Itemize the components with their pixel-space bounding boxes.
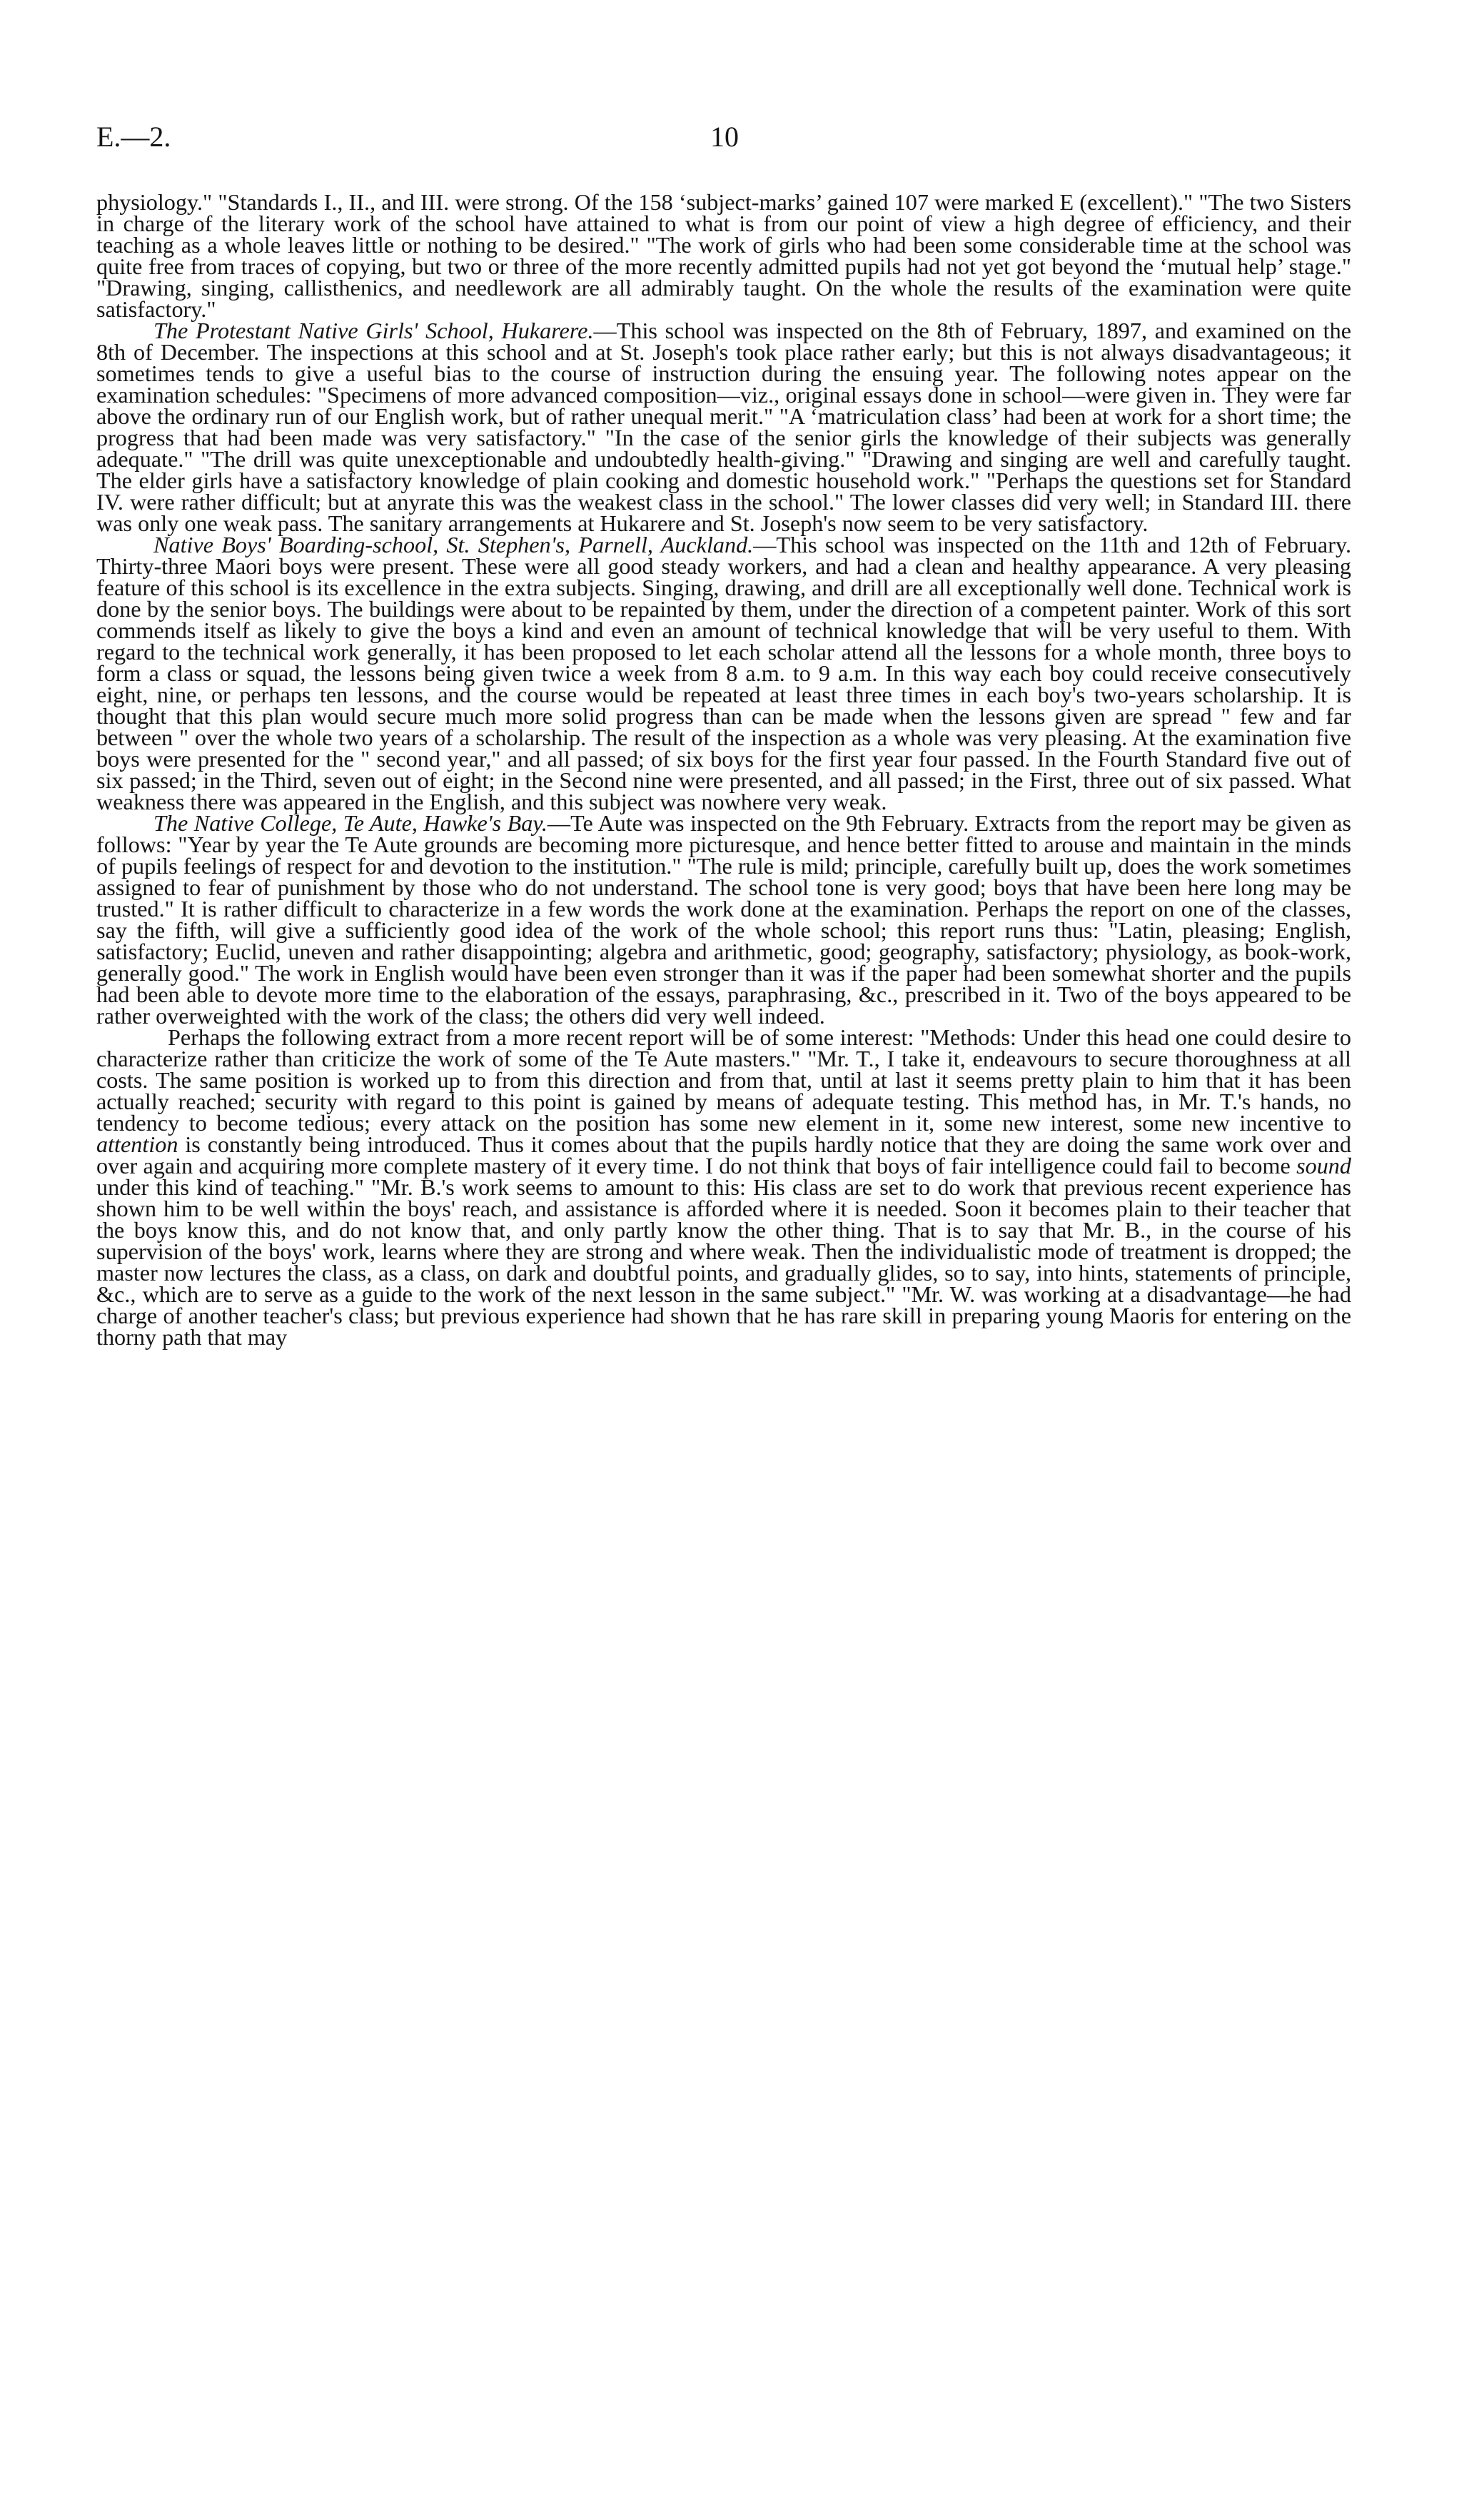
report-body: [96, 191, 1351, 1348]
paragraph-hukarere: [96, 320, 1351, 534]
paragraph-st-stephens: [96, 534, 1351, 812]
section-heading-hukarere: The Protestant Native Girls' School, Hukarere.: [153, 318, 594, 343]
emphasis-attention: attention: [96, 1131, 178, 1157]
paragraph-text: under this kind of teaching." "Mr. B.'s work seems to amount to this: His class are set to do work that previous recent experience has shown him to be well within the boys' reach, and assistance is afforded where it is needed. Soon it becomes plain to their teacher that the boys know this, and do not know that, and only partly know the other thing. That is to say that Mr. B., in the course of his supervision of the boys' work, learns where they are strong and where weak. Then the individualistic mode of treatment is dropped; the master now lectures the class, as a class, on dark and doubtful points, and gradually glides, so to say, into hints, statements of principle, &c., which are to serve as a guide to the work of the next lesson in the same subject." "Mr. W. was working at a disadvantage—he had charge of another teacher's class; but previous experience had shown that he has rare skill in preparing young Maoris for entering on the thorny path that may: [96, 1174, 1351, 1350]
section-heading-te-aute: The Native College, Te Aute, Hawke's Bay.: [153, 810, 547, 836]
paragraph-text: physiology." "Standards I., II., and III. were strong. Of the 158 ‘subject-marks’ gained 107 were marked E (excellent)." "The two Sisters in charge of the literary work of the school have attained to what is from our point of view a high degree of efficiency, and their teaching as a whole leaves little or nothing to be desired." "The work of girls who had been some considerable time at the school was quite free from traces of copying, but two or three of the more recently admitted pupils had not yet got beyond the ‘mutual help’ stage." "Drawing, singing, callisthenics, and needlework are all admirably taught. On the whole the results of the examination were quite satisfactory.": [96, 189, 1351, 322]
paragraph-text: Perhaps the following extract from a more recent report will be of some interest: "Methods: Under this head one could desire to characterize rather than criticize the work of some of the Te Aute masters." "Mr. T., I take it, endeavours to secure thoroughness at all costs. The same position is worked up to from this direction and from that, until at last it seems pretty plain to him that it has been actually reached; security with regard to this point is gained by means of adequate testing. This method has, in Mr. T.'s hands, no tendency to become tedious; every attack on the position has some new element in it, some new interest, some new incentive to: [96, 1024, 1351, 1136]
emphasis-sound: sound: [1296, 1153, 1351, 1178]
paragraph-text: —This school was inspected on the 8th of February, 1897, and examined on the 8th of December. The inspections at this school and at St. Joseph's took place rather early; but this is not always disadvantageous; it sometimes tends to give a useful bias to the course of instruction during the ensuing year. The following notes appear on the examination schedules: "Specimens of more advanced composition—viz., original essays done in school—were given in. They were far above the ordinary run of our English work, but of rather unequal merit." "A ‘matriculation class’ had been at work for a short time; the progress that had been made was very satisfactory." "In the case of the senior girls the knowledge of their subjects was generally adequate." "The drill was quite unexceptionable and undoubtedly health-giving." "Drawing and singing are well and carefully taught. The elder girls have a satisfactory knowledge of plain cooking and domestic household work." "Perhaps the questions set for Standard IV. were rather difficult; but at anyrate this was the weakest class in the school." The lower classes did very well; in Standard III. there was only one weak pass. The sanitary arrangements at Hukarere and St. Joseph's now seem to be very satisfactory.: [96, 318, 1351, 536]
paragraph-text: —This school was inspected on the 11th and 12th of February. Thirty-three Maori boys were present. These were all good steady workers, and had a clean and healthy appearance. A very pleasing feature of this school is its excellence in the extra subjects. Singing, drawing, and drill are all exceptionally well done. Technical work is done by the senior boys. The buildings were about to be repainted by them, under the direction of a competent painter. Work of this sort commends itself as likely to give the boys a kind and even an amount of technical knowledge that will be very useful to them. With regard to the technical work generally, it has been proposed to let each scholar attend all the lessons for a whole month, three boys to form a class or squad, the lessons being given twice a week from 8 a.m. to 9 a.m. In this way each boy could receive consecutively eight, nine, or perhaps ten lessons, and the course would be repeated at least three times in each boy's two-years scholarship. It is thought that this plan would secure much more solid progress than can be made when the lessons given are spread " few and far between " over the whole two years of a scholarship. The result of the inspection as a whole was very pleasing. At the examination five boys were presented for the " second year," and all passed; of six boys for the first year four passed. In the Fourth Standard five out of six passed; in the Third, seven out of eight; in the Second nine were presented, and all passed; in the First, three out of six passed. What weakness there was appeared in the English, and this subject was nowhere very weak.: [96, 532, 1351, 814]
paragraph-text: is constantly being introduced. Thus it comes about that the pupils hardly notice that they are doing the same work over and over again and acquiring more complete mastery of it every time. I do not think that boys of fair intelligence could fail to become: [96, 1131, 1351, 1178]
report-code: E.—2.: [96, 121, 171, 153]
paragraph-text: —Te Aute was inspected on the 9th February. Extracts from the report may be given as follows: "Year by year the Te Aute grounds are becoming more picturesque, and hence better fitted to arouse and maintain in the minds of pupils feelings of respect for and devotion to the institution." "The rule is mild; principle, carefully built up, does the work sometimes assigned to fear of punishment by those who do not understand. The school tone is very good; boys that have been here long may be trusted." It is rather difficult to characterize in a few words the work done at the examination. Perhaps the report on one of the classes, say the fifth, will give a sufficiently good idea of the work of the whole school; this report runs thus: "Latin, pleasing; English, satisfactory; Euclid, uneven and rather disappointing; algebra and arithmetic, good; geography, satisfactory; physiology, as book-work, generally good." The work in English would have been even stronger than it was if the paper had been somewhat shorter and the pupils had been able to devote more time to the elaboration of the essays, paraphrasing, &c., prescribed in it. Two of the boys appeared to be rather overweighted with the work of the class; the others did very well indeed.: [96, 810, 1351, 1029]
paragraph-recent-report: [96, 1026, 1351, 1348]
paragraph-physiology-continuation: [96, 191, 1351, 320]
page-number: 10: [710, 121, 739, 153]
section-heading-st-stephens: Native Boys' Boarding-school, St. Stephen's, Parnell, Auckland.: [153, 532, 754, 557]
page-header: [96, 120, 1353, 163]
paragraph-te-aute: [96, 810, 1351, 1029]
